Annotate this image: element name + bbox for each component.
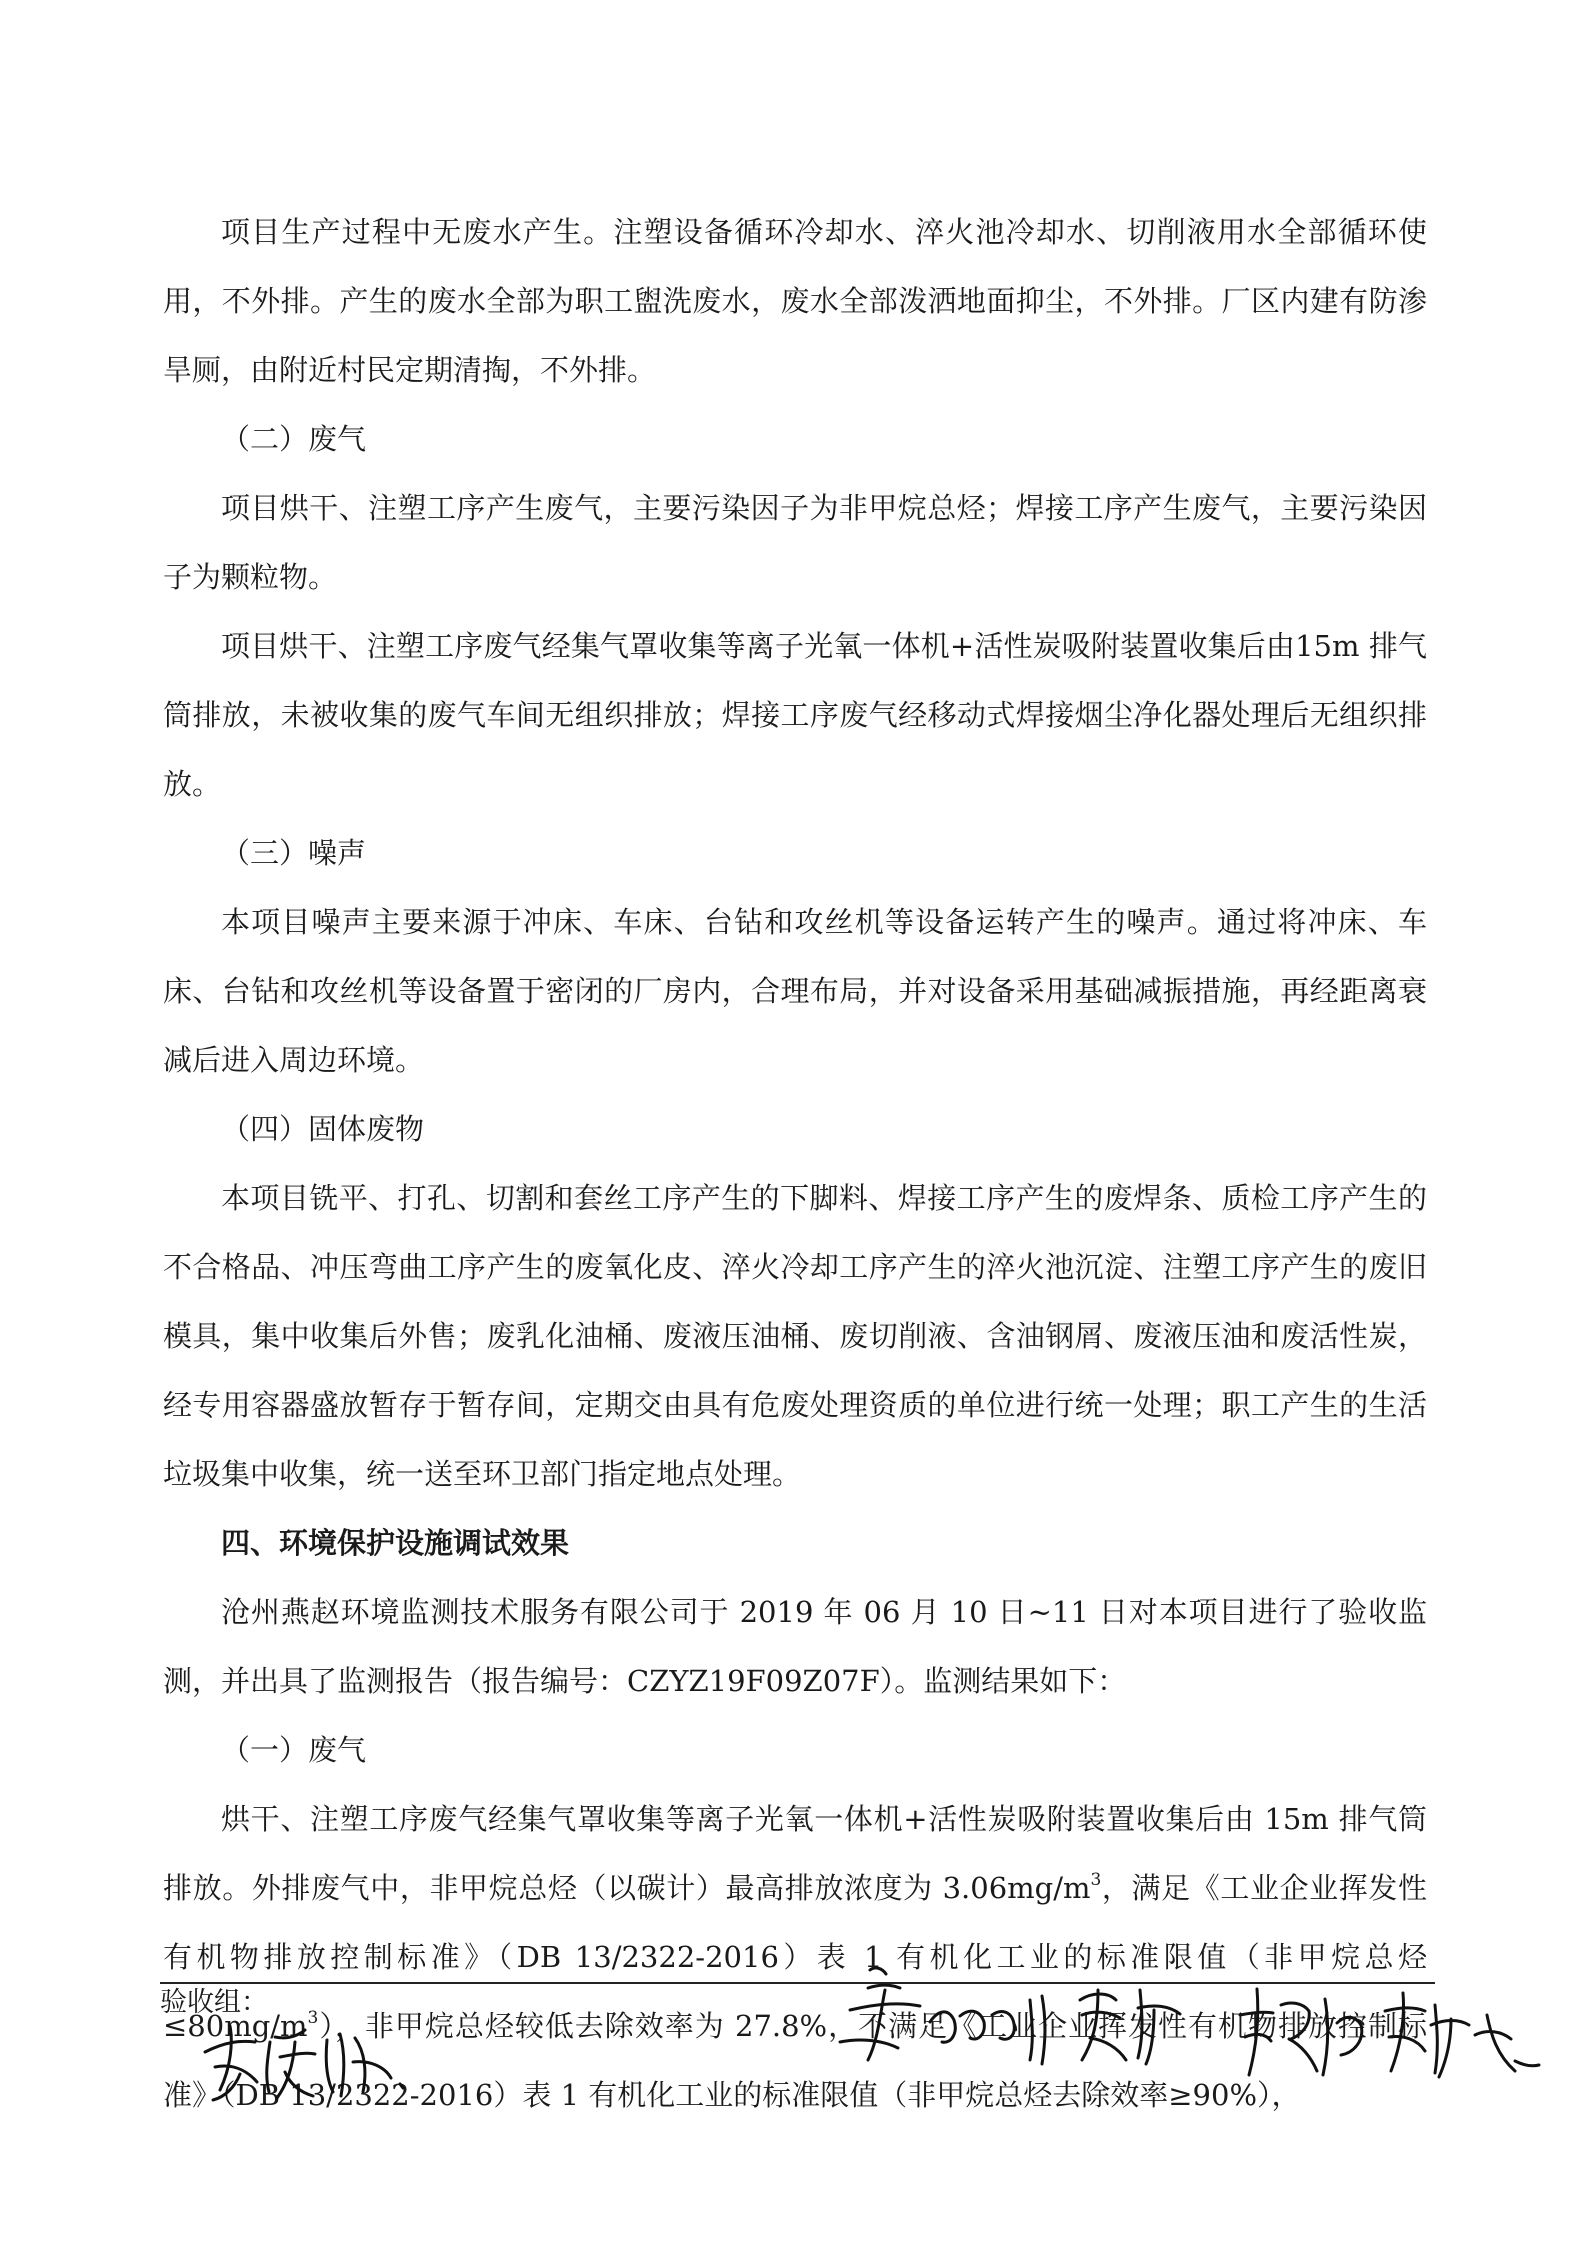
paragraph-solid-waste: 本项目铣平、打孔、切割和套丝工序产生的下脚料、焊接工序产生的废焊条、质检工序产生的不合格品、冲压弯曲工序产生的废氧化皮、淬火冷却工序产生的淬火池沉淀、注塑工序产生的废旧模具，集中收集后外售；废乳化油桶、废液压油桶、废切削液、含油钢屑、废液压油和废活性炭，经专用容器盛放暂存于暂存间，定期交由具有危废处理资质的单位进行统一处理；职工产生的生活垃圾集中收集，统一送至环卫部门指定地点处理。: [163, 1181, 1427, 1491]
paragraph-gas-treatment: 项目烘干、注塑工序废气经集气罩收集等离子光氧一体机+活性炭吸附装置收集后由15m 排气筒排放，未被收集的废气车间无组织排放；焊接工序废气经移动式焊接烟尘净化器处理后无组织排放。: [163, 629, 1427, 801]
signature-label: 验收组：: [160, 1987, 268, 2018]
paragraph-gas-sources: 项目烘干、注塑工序产生废气，主要污染因子为非甲烷总烃；焊接工序产生废气，主要污染因子为颗粒物。: [163, 491, 1427, 594]
subheading-noise: （三）噪声: [221, 836, 367, 870]
paragraph-noise: 本项目噪声主要来源于冲床、车床、台钻和攻丝机等设备运转产生的噪声。通过将冲床、车床、台钻和攻丝机等设备置于密闭的厂房内，合理布局，并对设备采用基础减振措施，再经距离衰减后进入周边环境。: [163, 905, 1427, 1077]
signature-2: [820, 1960, 1200, 2080]
document-body: [163, 198, 1427, 2130]
gas-results-part2: ，满足《工业企业挥发性有机物排放控制标准》（DB 13/2322-2016）表 1 有机化工业的标准限值（非甲烷总烃≤80mg/m: [163, 1871, 1427, 2043]
signature-1: [195, 2012, 445, 2107]
gas-results-part3: ），非甲烷总烃较低去除效率为 27.8%，不满足《工业企业挥发性有机物排放控制标准》（DB 13/2322-2016）表 1 有机化工业的标准限值（非甲烷总烃去除效率≥90%），: [163, 2009, 1427, 2112]
superscript-unit-1: 3: [1090, 1870, 1102, 1890]
paragraph-wastewater: 项目生产过程中无废水产生。注塑设备循环冷却水、淬火池冷却水、切削液用水全部循环使用，不外排。产生的废水全部为职工盥洗废水，废水全部泼洒地面抑尘，不外排。厂区内建有防渗旱厕，由附近村民定期清掏，不外排。: [163, 215, 1427, 387]
paragraph-monitoring: 沧州燕赵环境监测技术服务有限公司于 2019 年 06 月 10 日~11 日对本项目进行了验收监测，并出具了监测报告（报告编号：CZYZ19F09Z07F）。监测结果如下：: [163, 1595, 1427, 1698]
signature-3: [1225, 1975, 1550, 2095]
superscript-unit-2: 3: [307, 2008, 319, 2028]
subheading-results-gas: （一）废气: [221, 1733, 367, 1767]
subheading-solid-waste: （四）固体废物: [221, 1112, 425, 1146]
section-heading-results: 四、环境保护设施调试效果: [221, 1526, 570, 1560]
subheading-exhaust-gas: （二）废气: [221, 422, 367, 456]
gas-results-part1: 烘干、注塑工序废气经集气罩收集等离子光氧一体机+活性炭吸附装置收集后由 15m 排气筒排放。外排废气中，非甲烷总烃（以碳计）最高排放浓度为 3.06mg/m: [163, 1802, 1427, 1905]
